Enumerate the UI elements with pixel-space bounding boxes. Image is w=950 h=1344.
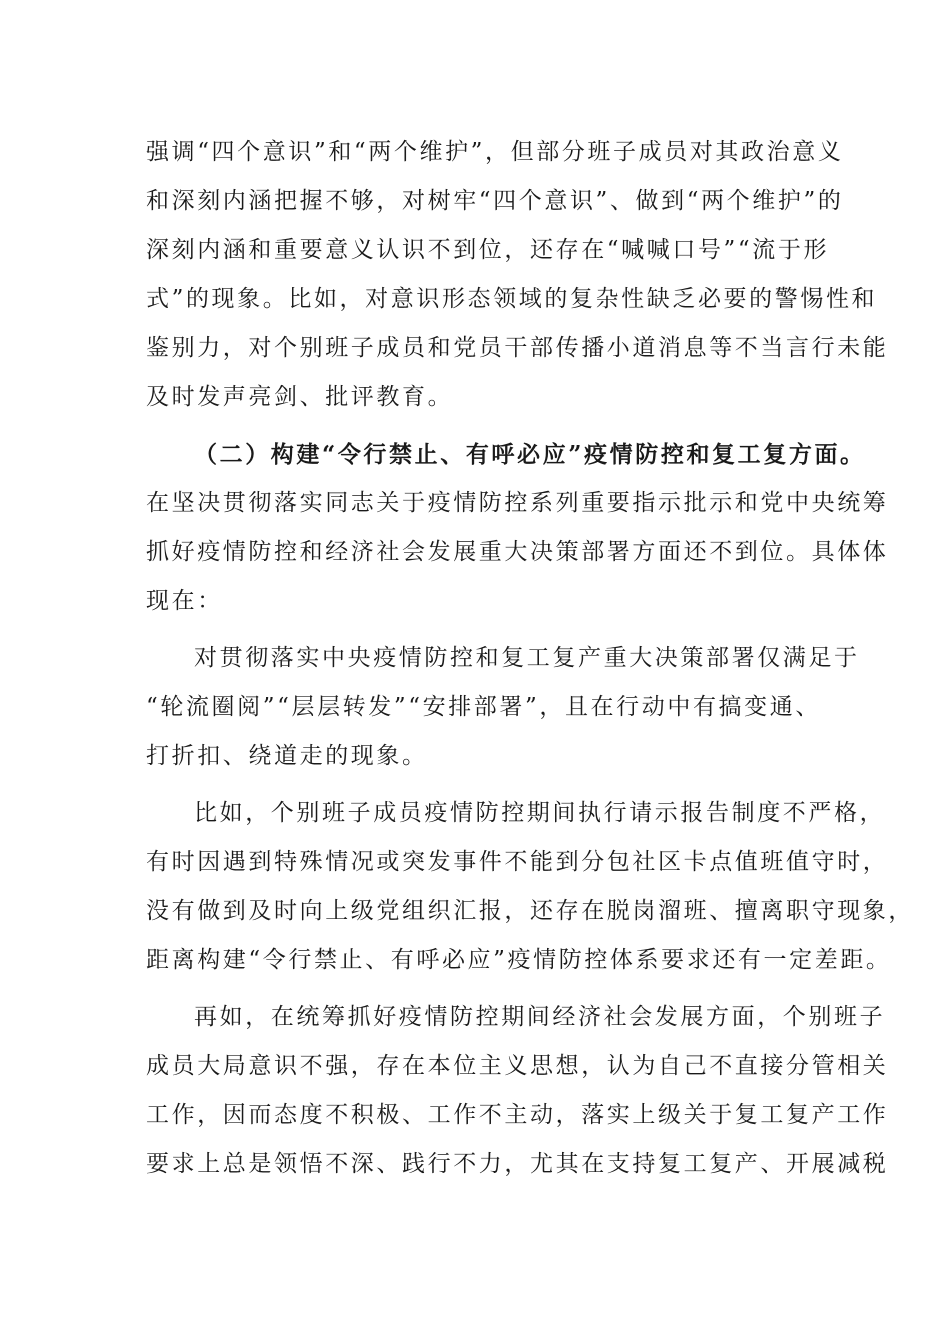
paragraph-epidemic-heading — [146, 430, 889, 626]
text-line: 式”的现象。比如，对意识形态领域的复杂性缺乏必要的警惕性和 — [146, 286, 878, 312]
text-line: 和深刻内涵把握不够，对树牢“四个意识”、做到“两个维护”的 — [146, 188, 844, 214]
text-line: 有时因遇到特殊情况或突发事件不能到分包社区卡点值班值守时， — [146, 849, 889, 875]
text-line: 深刻内涵和重要意义认识不到位，还存在“喊喊口号”“流于形 — [146, 237, 830, 263]
text-line: 要求上总是领悟不深、践行不力，尤其在支持复工复产、开展减税 — [146, 1151, 889, 1177]
text-line: 再如，在统筹抓好疫情防控期间经济社会发展方面，个别班子 — [194, 1004, 886, 1030]
text-line: 现在： — [146, 588, 223, 614]
text-line: 工作，因而态度不积极、工作不主动，落实上级关于复工复产工作 — [146, 1102, 889, 1128]
text-line: 在坚决贯彻落实同志关于疫情防控系列重要指示批示和党中央统筹 — [146, 490, 889, 516]
paragraph-example-economy — [146, 993, 889, 1189]
section-heading: （二）构建“令行禁止、有呼必应”疫情防控和复工复方面。 — [194, 441, 866, 468]
paragraph-political-awareness — [146, 128, 889, 422]
text-line: 抓好疫情防控和经济社会发展重大决策部署方面还不到位。具体体 — [146, 539, 889, 565]
text-line: 成员大局意识不强，存在本位主义思想，认为自己不直接分管相关 — [146, 1053, 889, 1079]
text-line: 距离构建“令行禁止、有呼必应”疫情防控体系要求还有一定差距。 — [146, 947, 892, 973]
text-line: 鉴别力，对个别班子成员和党员干部传播小道消息等不当言行未能 — [146, 335, 889, 361]
text-line: 打折扣、绕道走的现象。 — [146, 743, 428, 769]
text-line: 强调“四个意识”和“两个维护”，但部分班子成员对其政治意义 — [146, 139, 844, 165]
paragraph-example-reporting — [146, 789, 914, 985]
text-line: 比如，个别班子成员疫情防控期间执行请示报告制度不严格， — [194, 800, 886, 826]
text-line: 没有做到及时向上级党组织汇报，还存在脱岗溜班、擅离职守现象， — [146, 898, 914, 924]
text-line: “轮流圈阅”“层层转发”“安排部署”，且在行动中有搞变通、 — [146, 694, 821, 720]
paragraph-implementation — [146, 634, 860, 781]
text-line: 对贯彻落实中央疫情防控和复工复产重大决策部署仅满足于 — [194, 645, 860, 671]
document-body — [146, 128, 914, 1197]
text-line: 及时发声亮剑、批评教育。 — [146, 384, 454, 410]
